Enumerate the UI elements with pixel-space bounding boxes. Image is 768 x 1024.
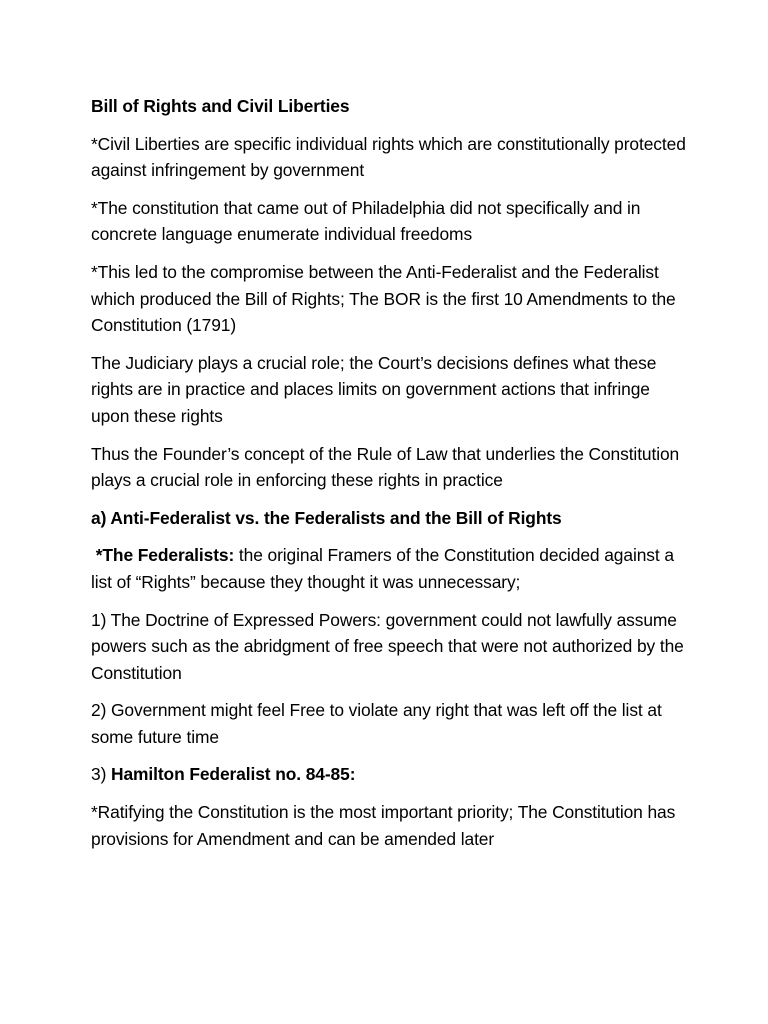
section-a-heading: a) Anti-Federalist vs. the Federalists and the Bill of Rights	[91, 507, 562, 528]
federalists-text: the original Framers of the Constitution decided against a list of “Rights” because they thought it was unnecessary;	[91, 545, 674, 592]
point-1: 1) The Doctrine of Expressed Powers: government could not lawfully assume powers such as the abridgment of free speech that were not authorized by the Constitution	[91, 609, 684, 683]
point-2: 2) Government might feel Free to violate any right that was left off the list at some future time	[91, 700, 662, 747]
point-3-prefix: 3)	[91, 764, 111, 785]
paragraph-federalists	[91, 542, 691, 595]
point-3-heading: Hamilton Federalist no. 84-85:	[111, 764, 356, 785]
document-title: Bill of Rights and Civil Liberties	[91, 96, 350, 116]
paragraph-civil-liberties: *Civil Liberties are specific individual rights which are constitutionally protected against infringement by government	[91, 133, 686, 181]
paragraph-rule-of-law: Thus the Founder’s concept of the Rule of Law that underlies the Constitution plays a crucial role in enforcing these rights in practice	[91, 443, 680, 491]
paragraph-judiciary: The Judiciary plays a crucial role; the Court’s decisions defines what these rights are in practice and places limits on government actions that infringe upon these rights	[91, 352, 657, 426]
paragraph-constitution-philadelphia: *The constitution that came out of Philadelphia did not specifically and in concrete language enumerate individual freedoms	[91, 197, 641, 245]
federalists-label: *The Federalists:	[95, 545, 235, 566]
paragraph-ratify: *Ratifying the Constitution is the most important priority; The Constitution has provisions for Amendment and can be amended later	[91, 802, 676, 849]
document-page	[91, 93, 691, 863]
paragraph-compromise: *This led to the compromise between the Anti-Federalist and the Federalist which produced the Bill of Rights; The BOR is the first 10 Amendments to the Constitution (1791)	[91, 261, 676, 336]
point-3	[91, 761, 691, 788]
